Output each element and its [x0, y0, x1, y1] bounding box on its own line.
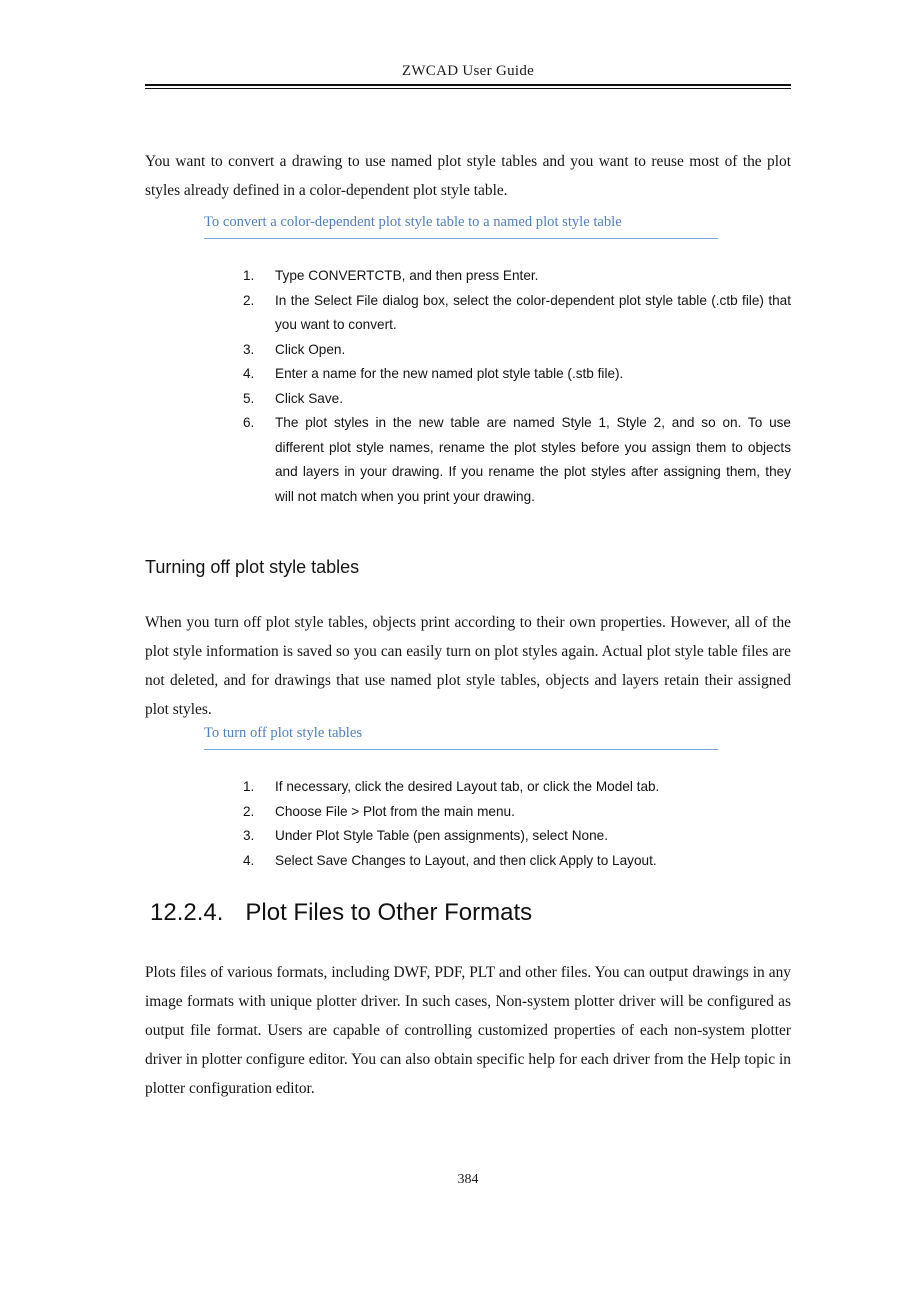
plot-files-paragraph: Plots files of various formats, including DWF, PDF, PLT and other files. You can output drawings in any image formats with unique plotter driver. In such cases, Non-system plotter driver will be configured as output file format. Users are capable of controlling customized properties of each non-system plotter driver in plotter configure editor. You can also obtain specific help for each driver from the Help topic in plotter configuration editor.: [145, 964, 791, 1097]
list-item: [243, 800, 791, 825]
list-item-text: If necessary, click the desired Layout tab, or click the Model tab.: [275, 779, 660, 794]
header-title: ZWCAD User Guide: [401, 63, 535, 79]
turning-off-paragraph: When you turn off plot style tables, objects print according to their own properties. However, all of the plot style information is saved so you can easily turn on plot styles again. Actual plot style table files are not deleted, and for drawings that use named plot style tables, objects and layers retain their assigned plot styles.: [145, 614, 791, 718]
list-marker: 5.: [243, 390, 255, 406]
list-item: [243, 411, 791, 509]
list-item: [243, 289, 791, 338]
list-marker: 2.: [243, 803, 255, 819]
running-header: [145, 62, 791, 89]
list-item-text: Choose File > Plot from the main menu.: [275, 803, 515, 819]
list-marker: 3.: [243, 828, 255, 843]
procedure-two-list: [243, 775, 791, 873]
header-divider: [145, 84, 791, 89]
turning-off-heading: Turning off plot style tables: [145, 557, 360, 577]
list-item-text: Select Save Changes to Layout, and then click Apply to Layout.: [275, 852, 657, 868]
list-marker: 4.: [243, 366, 255, 381]
list-item: [243, 849, 791, 874]
list-item: [243, 338, 791, 363]
list-marker: 1.: [243, 268, 255, 283]
section-number: 12.2.4.: [150, 899, 224, 926]
list-item: [243, 775, 791, 800]
procedure-one-list: [243, 264, 791, 509]
section-title: Plot Files to Other Formats: [245, 899, 533, 926]
list-marker: 1.: [243, 779, 255, 794]
list-marker: 6.: [243, 415, 255, 430]
list-marker: 4.: [243, 852, 255, 868]
list-item-text: Click Open.: [275, 341, 346, 357]
list-item-text: Under Plot Style Table (pen assignments), select None.: [275, 828, 608, 843]
procedure-two-heading: To turn off plot style tables: [204, 723, 718, 750]
list-marker: 2.: [243, 292, 255, 308]
list-item-text: The plot styles in the new table are named Style 1, Style 2, and so on. To use different plot style names, rename the plot styles before you assign them to objects and layers in your drawing. If you rename the plot styles after assigning them, they will not match when you print your drawing.: [275, 415, 791, 504]
list-item: [243, 824, 791, 849]
list-item-text: Type CONVERTCTB, and then press Enter.: [275, 268, 539, 283]
list-item: [243, 362, 791, 387]
intro-paragraph: You want to convert a drawing to use named plot style tables and you want to reuse most of the plot styles already defined in a color-dependent plot style table.: [145, 153, 791, 199]
list-item: [243, 387, 791, 412]
list-item: [243, 264, 791, 289]
list-item-text: Enter a name for the new named plot style table (.stb file).: [275, 366, 624, 381]
list-marker: 3.: [243, 341, 255, 357]
page-number: 384: [457, 1172, 479, 1187]
list-item-text: In the Select File dialog box, select the color-dependent plot style table (.ctb file) that you want to convert.: [275, 292, 791, 332]
procedure-one-heading: To convert a color-dependent plot style table to a named plot style table: [204, 212, 718, 239]
section-heading-12-2-4: [150, 898, 796, 928]
list-item-text: Click Save.: [275, 390, 343, 406]
